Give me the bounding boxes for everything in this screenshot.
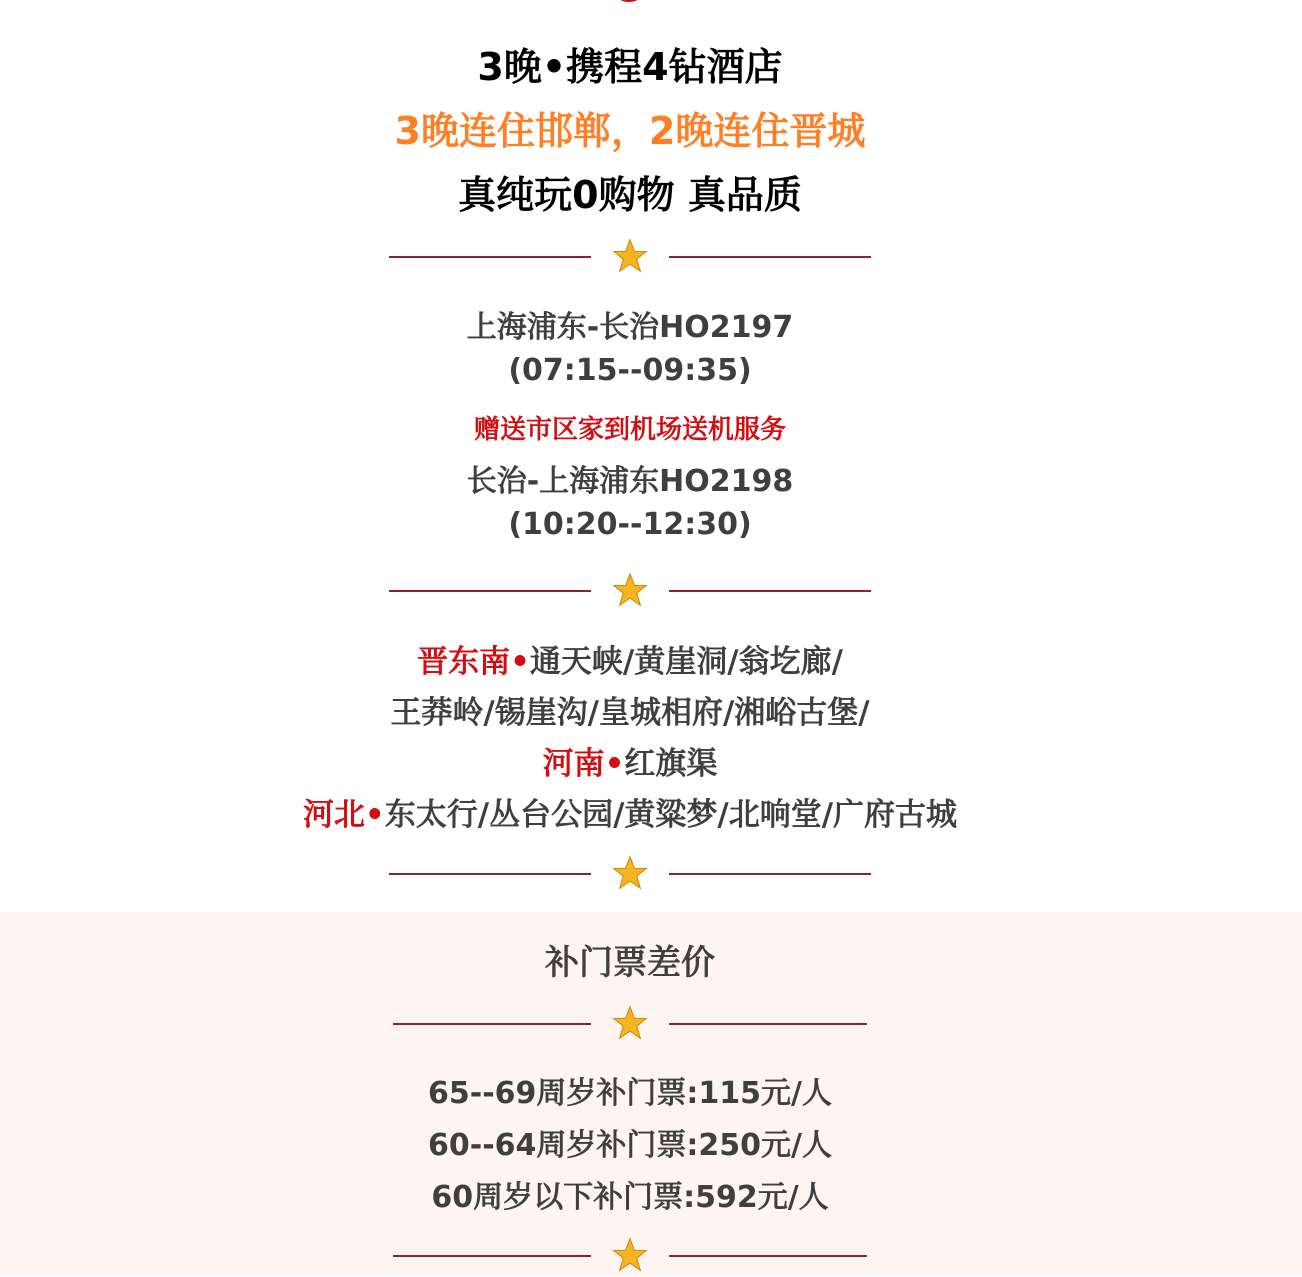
- outbound-flight-route: 上海浦东-长治HO2197: [466, 310, 794, 345]
- star-icon: [612, 1005, 648, 1041]
- outbound-flight-time: (07:15--09:35): [508, 353, 752, 388]
- divider: [389, 572, 871, 612]
- star-icon: [612, 238, 648, 274]
- star-icon: [612, 1237, 648, 1273]
- region-items-jindongnan-2: 王莽岭/锡崖沟/皇城相府/湘峪古堡/: [390, 695, 870, 731]
- region-label-jindongnan: 晋东南•: [417, 644, 530, 680]
- header-tagline: 真纯玩0购物 真品质: [458, 173, 802, 217]
- service-note: 赠送市区家到机场送机服务: [473, 415, 786, 445]
- top-circle-decoration: [610, 0, 648, 2]
- ticket-price-item: 60--64周岁补门票:250元/人: [428, 1128, 832, 1163]
- region-items-jindongnan-1: 通天峡/黄崖洞/翁圪廊/: [529, 644, 843, 680]
- divider: [389, 1005, 871, 1045]
- star-icon: [612, 855, 648, 891]
- ticket-section-title: 补门票差价: [545, 943, 715, 983]
- star-icon: [612, 572, 648, 608]
- region-items-hebei: 东太行/丛台公园/黄粱梦/北响堂/广府古城: [384, 797, 958, 833]
- divider: [389, 855, 871, 895]
- region-label-henan: 河南•: [542, 746, 625, 782]
- ticket-price-item: 60周岁以下补门票:592元/人: [431, 1180, 829, 1215]
- divider: [389, 1237, 871, 1277]
- ticket-price-item: 65--69周岁补门票:115元/人: [428, 1076, 832, 1111]
- divider: [389, 238, 871, 278]
- sight-line-2: [0, 687, 1260, 732]
- sight-line-4: [0, 789, 1260, 834]
- return-flight-time: (10:20--12:30): [508, 507, 752, 542]
- return-flight-route: 长治-上海浦东HO2198: [466, 464, 794, 499]
- region-items-henan: 红旗渠: [624, 746, 718, 782]
- sight-line-1: [0, 636, 1260, 681]
- header-subtitle: 3晚连住邯郸，2晚连住晋城: [394, 109, 866, 153]
- header-title: 3晚•携程4钻酒店: [477, 45, 783, 89]
- region-label-hebei: 河北•: [302, 797, 385, 833]
- sight-line-3: [0, 738, 1260, 783]
